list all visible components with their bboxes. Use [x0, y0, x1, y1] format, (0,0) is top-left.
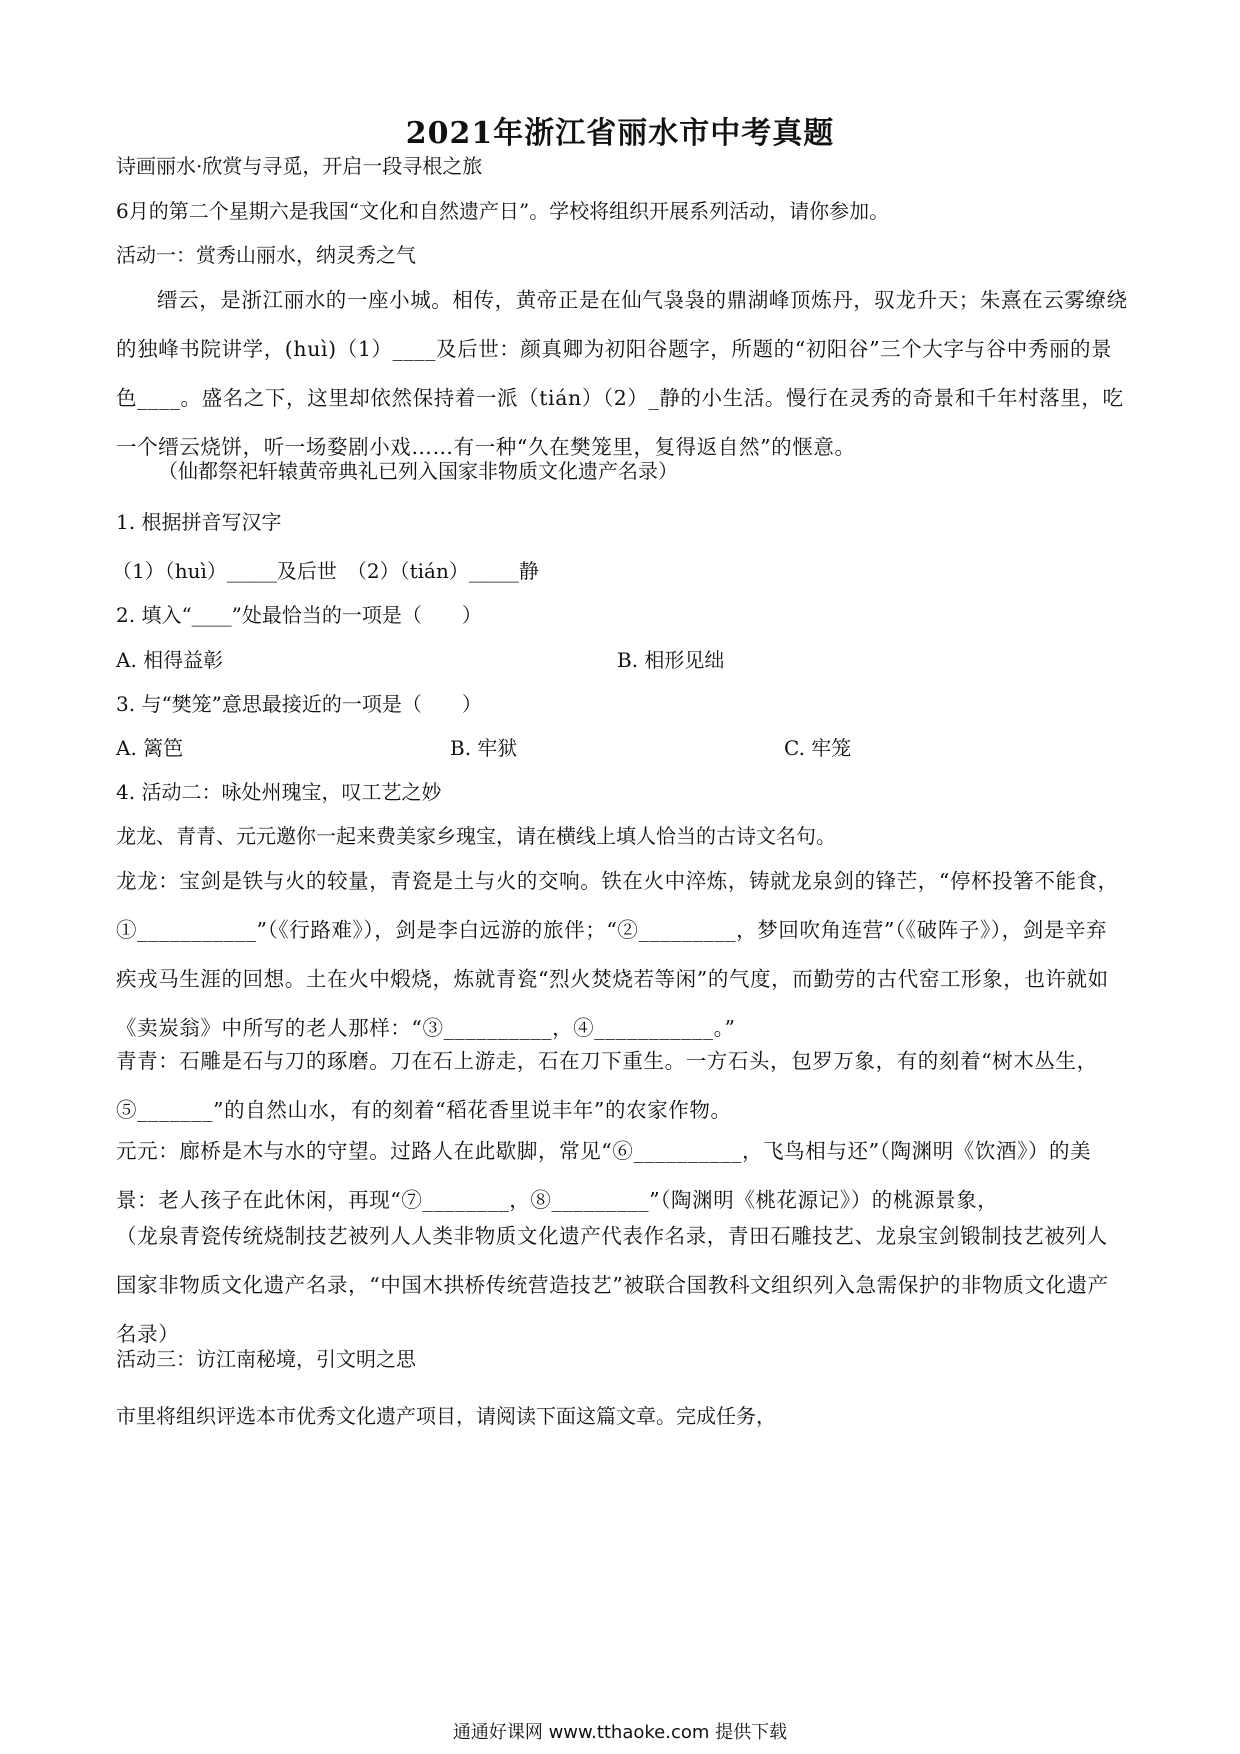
- q3-option-c: C. 牢笼: [784, 736, 852, 760]
- q2-option-a: A. 相得益彰: [116, 648, 224, 672]
- yuanyuan-paragraph: 元元：廊桥是木与水的守望。过路人在此歇脚，常见“⑥__________，飞鸟相与还”（陶渊明《饮酒》）的美景：老人孩子在此休闲，再现“⑦________，⑧_________”（陶渊明《桃花源记》）的桃源景象，: [116, 1139, 1092, 1212]
- question-4-intro: 龙龙、青青、元元邀你一起来费美家乡瑰宝，请在横线上填人恰当的古诗文名句。: [116, 824, 836, 848]
- activity3-line: 市里将组织评选本市优秀文化遗产项目，请阅读下面这篇文章。完成任务，: [116, 1404, 776, 1428]
- question-1-items: （1）（huì）_____及后世 （2）（tián）_____静: [112, 559, 539, 583]
- note2: （龙泉青瓷传统烧制技艺被列人人类非物质文化遗产代表作名录，青田石雕技艺、龙泉宝剑锻制技艺被列人国家非物质文化遗产名录，“中国木拱桥传统营造技艺”被联合国教科文组织列入急需保护的非物质文化遗产名录）: [116, 1224, 1109, 1346]
- intro-heading: 诗画丽水·欣赏与寻觅，开启一段寻根之旅: [116, 154, 483, 178]
- question-2: 2. 填入“____”处最恰当的一项是（ ）: [116, 603, 482, 627]
- longlong-paragraph: 龙龙：宝剑是铁与火的较量，青瓷是土与火的交响。铁在火中淬炼，铸就龙泉剑的锋芒，“停杯投箸不能食，①___________”（《行路难》），剑是李白远游的旅伴；“②_________，梦回吹角连营”（《破阵子》），剑是辛弃疾戎马生涯的回想。土在火中煅烧，炼就青瓷“烈火焚烧若等闲”的气度，而勤劳的古代窑工形象，也许就如《卖炭翁》中所写的老人那样：“③__________，④___________。”: [116, 869, 1119, 1040]
- q3-option-a: A. 篱笆: [116, 736, 184, 760]
- question-3: 3. 与“樊笼”意思最接近的一项是（ ）: [116, 692, 482, 716]
- note1: （仙都祭祀轩辕黄帝典礼已列入国家非物质文化遗产名录）: [158, 459, 678, 483]
- activity1-heading: 活动一：赏秀山丽水，纳灵秀之气: [116, 243, 416, 267]
- activity3-heading: 活动三：访江南秘境，引文明之思: [116, 1347, 416, 1371]
- question-4: 4. 活动二：咏处州瑰宝，叹工艺之妙: [116, 780, 442, 804]
- qingqing-paragraph: 青青：石雕是石与刀的琢磨。刀在石上游走，石在刀下重生。一方石头，包罗万象，有的刻着“树木丛生，⑤_______”的自然山水，有的刻着“稻花香里说丰年”的农家作物。: [116, 1049, 1098, 1122]
- passage1: 缙云，是浙江丽水的一座小城。相传，黄帝正是在仙气袅袅的鼎湖峰顶炼丹，驭龙升天；朱熹在云雾缭绕的独峰书院讲学，(huì)（1）____及后世：颜真卿为初阳谷题字，所题的“初阳谷”三个大字与谷中秀丽的景色____。盛名之下，这里却依然保持着一派（tián）（2）_静的小生活。慢行在灵秀的奇景和千年村落里，吃一个缙云烧饼，听一场婺剧小戏……有一种“久在樊笼里，复得返自然”的惬意。: [116, 288, 1128, 459]
- q2-option-b: B. 相形见绌: [617, 648, 725, 672]
- question-1: 1. 根据拼音写汉字: [116, 510, 282, 534]
- footer-source: 通通好课网 www.tthaoke.com 提供下载: [452, 1722, 788, 1743]
- q3-option-b: B. 牢狱: [450, 736, 518, 760]
- page-title: 2021年浙江省丽水市中考真题: [405, 116, 835, 151]
- intro-line: 6月的第二个星期六是我国“文化和自然遗产日”。学校将组织开展系列活动，请你参加。: [116, 199, 890, 223]
